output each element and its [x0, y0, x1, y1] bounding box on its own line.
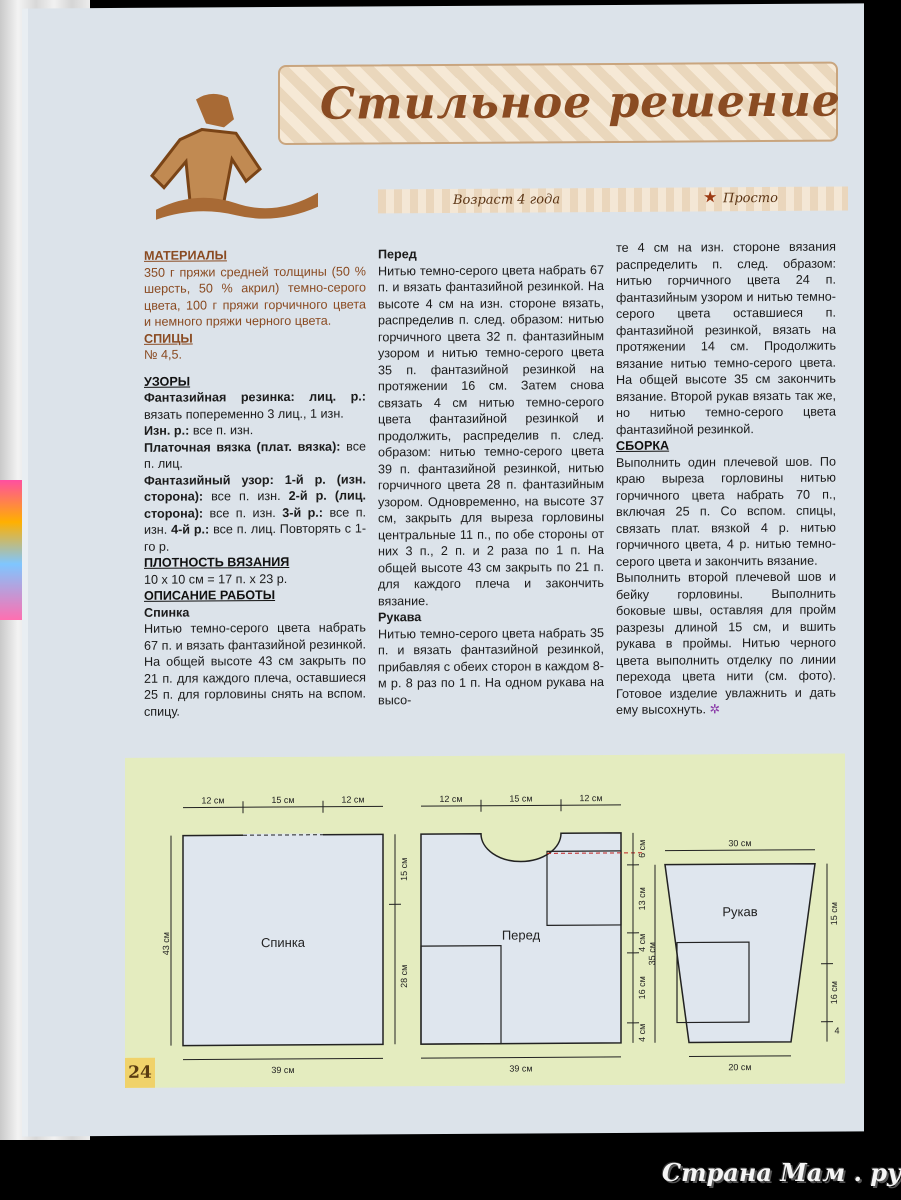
difficulty-label: Просто [723, 190, 778, 207]
svg-text:15 см: 15 см [271, 794, 295, 806]
svg-text:6 см: 6 см [637, 839, 647, 858]
materials-text: 350 г пряжи средней толщины (50 % шерсть, 50 % акрил) темно-серого цвета, 100 г пряжи горчичного цвета и немного пряжи черного цвета. [144, 263, 366, 329]
sleeves-text: Нитью темно-серого цвета набрать 35 п. и вязать фантазийной резинкой, прибавляя с обеих сторон в каждом 8-м р. 8 раз по 1 п. На одном рукава на высо- [378, 625, 604, 707]
sleeve-label: Рукав [722, 904, 758, 920]
age-label: Возраст 4 года [453, 192, 561, 208]
sleeve-piece [647, 838, 840, 1073]
svg-text:43 см: 43 см [161, 932, 171, 956]
back-piece [161, 794, 409, 1076]
assembly-paragraph-2: Выполнить второй плечевой шов и бейку горловины. Выполнить боковые швы, оставляя для пройм разрезы длиной 15 см, и вшить рукава в проймы. Нитью черного цвета выполнить отделку по линии перехода цвета нити (см. фото). Готовое изделие увлажнить и дать ему высохнуть. ✲ [616, 569, 836, 717]
svg-text:30 см: 30 см [728, 838, 752, 849]
front-heading: Перед [378, 247, 417, 262]
watermark: Страна Мам . ру [662, 1158, 901, 1187]
patterns-heading: УЗОРЫ [144, 374, 191, 389]
svg-text:12 см: 12 см [341, 794, 365, 805]
sleeves-heading: Рукава [378, 610, 422, 625]
description-heading: ОПИСАНИЕ РАБОТЫ [144, 588, 276, 603]
svg-text:20 см: 20 см [728, 1062, 752, 1073]
back-text: Нитью темно-серого цвета набрать 67 п. и вязать фантазийной резинкой. На общей высоте 43 см закрыть по 21 п. для каждого плеча, оставшиеся 25 п. для горловины снять на вспом. спицу. [144, 620, 366, 719]
svg-text:12 см: 12 см [579, 793, 603, 804]
back-heading: Спинка [144, 605, 190, 620]
front-label: Перед [501, 927, 541, 943]
svg-text:12 см: 12 см [201, 795, 225, 806]
column-materials [144, 246, 366, 719]
column-assembly [616, 239, 836, 719]
flower-icon: ✲ [709, 702, 721, 717]
boy-logo-icon [136, 89, 326, 220]
star-icon: ★ [703, 187, 718, 207]
back-label: Спинка [260, 934, 306, 951]
needles-text: № 4,5. [144, 347, 183, 362]
pattern-wrong: Изн. р.: все п. изн. [144, 423, 254, 438]
gauge-text: 10 х 10 см = 17 п. х 23 р. [144, 571, 288, 587]
magazine-page [22, 3, 864, 1136]
pattern-rib: Фантазийная резинка: лиц. р.: вязать попеременно 3 лиц., 1 изн. [144, 389, 366, 422]
needles-heading: СПИЦЫ [144, 331, 193, 346]
gauge-heading: ПЛОТНОСТЬ ВЯЗАНИЯ [144, 554, 290, 570]
assembly-paragraph-1: Выполнить один плечевой шов. По краю выреза горловины нитью горчичного цвета набрать 70 п., включая 25 п. Со вспом. спицы, связать плат. вязкой 4 р. нитью горчичного цвета, 4 р. нитью темно-серого цвета и закончить вязание. [616, 454, 836, 569]
pattern-diagram [125, 754, 845, 1088]
svg-text:16 см: 16 см [637, 976, 647, 1000]
svg-text:13 см: 13 см [637, 887, 647, 911]
svg-text:28 см: 28 см [399, 964, 409, 988]
page-title: Стильное решение [320, 75, 841, 130]
svg-text:12 см: 12 см [439, 793, 463, 805]
svg-text:39 см: 39 см [509, 1063, 533, 1074]
svg-text:4 см: 4 см [637, 933, 647, 952]
assembly-heading: СБОРКА [616, 438, 670, 453]
front-text: Нитью темно-серого цвета набрать 67 п. и вязать фантазийной резинкой. На высоте 4 см на изн. стороне вязать, распределив п. след. образом: нитью горчичного цвета 32 п. фантазийным узором и нитью темно-серого цвета 35 п. фантазийной резинкой на протяжении 16 см. Затем снова связать 4 см нитью темно-серого цвета фантазийной резинкой и продолжить, распределив п. след. образом: нитью темно-серого цвета 39 п. фантазийной резинкой, нитью горчичного цвета 28 п. фантазийным узором. Одновременно, на высоте 37 см, закрыть для выреза горловины центральные 11 п., по обе стороны от них 3 п., 2 п. и 2 раза по 1 п. На общей высоте 43 см закрыть по 21 п. для каждого плеча и закончить вязание. [378, 262, 604, 608]
pattern-fancy: Фантазийный узор: 1-й р. (изн. сторона): все п. изн. 2-й р. (лиц. сторона): все п. изн. 3-й р.: все п. изн. 4-й р.: все п. лиц. Повторять с 1-го р. [144, 471, 367, 554]
materials-heading: МАТЕРИАЛЫ [144, 248, 227, 263]
svg-text:15 см: 15 см [399, 857, 409, 881]
svg-text:16 см: 16 см [829, 980, 839, 1005]
svg-text:15 см: 15 см [509, 793, 533, 804]
page-number: 24 [125, 1058, 155, 1088]
column-front [378, 245, 604, 708]
svg-text:15 см: 15 см [829, 901, 839, 926]
svg-text:39 см: 39 см [271, 1064, 295, 1076]
front-piece [421, 793, 647, 1074]
svg-text:4 см: 4 см [637, 1023, 647, 1042]
svg-text:35 см: 35 см [647, 942, 657, 966]
pattern-garter: Платочная вязка (плат. вязка): все п. лиц. [144, 438, 366, 471]
svg-text:4: 4 [834, 1025, 840, 1036]
sleeves-continued-text: те 4 см на изн. стороне вязания распределить п. след. образом: нитью горчичного цвета 24 п. фантазийным узором и нитью темно-серого цвета оставшиеся п. фантазийной резинкой, вязать на протяжении 14 см. Продолжить вязание нитью темно-серого цвета. На общей высоте 35 см закончить вязание. Второй рукав вязать так же, но нитью темно-серого цвета фантазийной резинкой. [616, 239, 836, 437]
